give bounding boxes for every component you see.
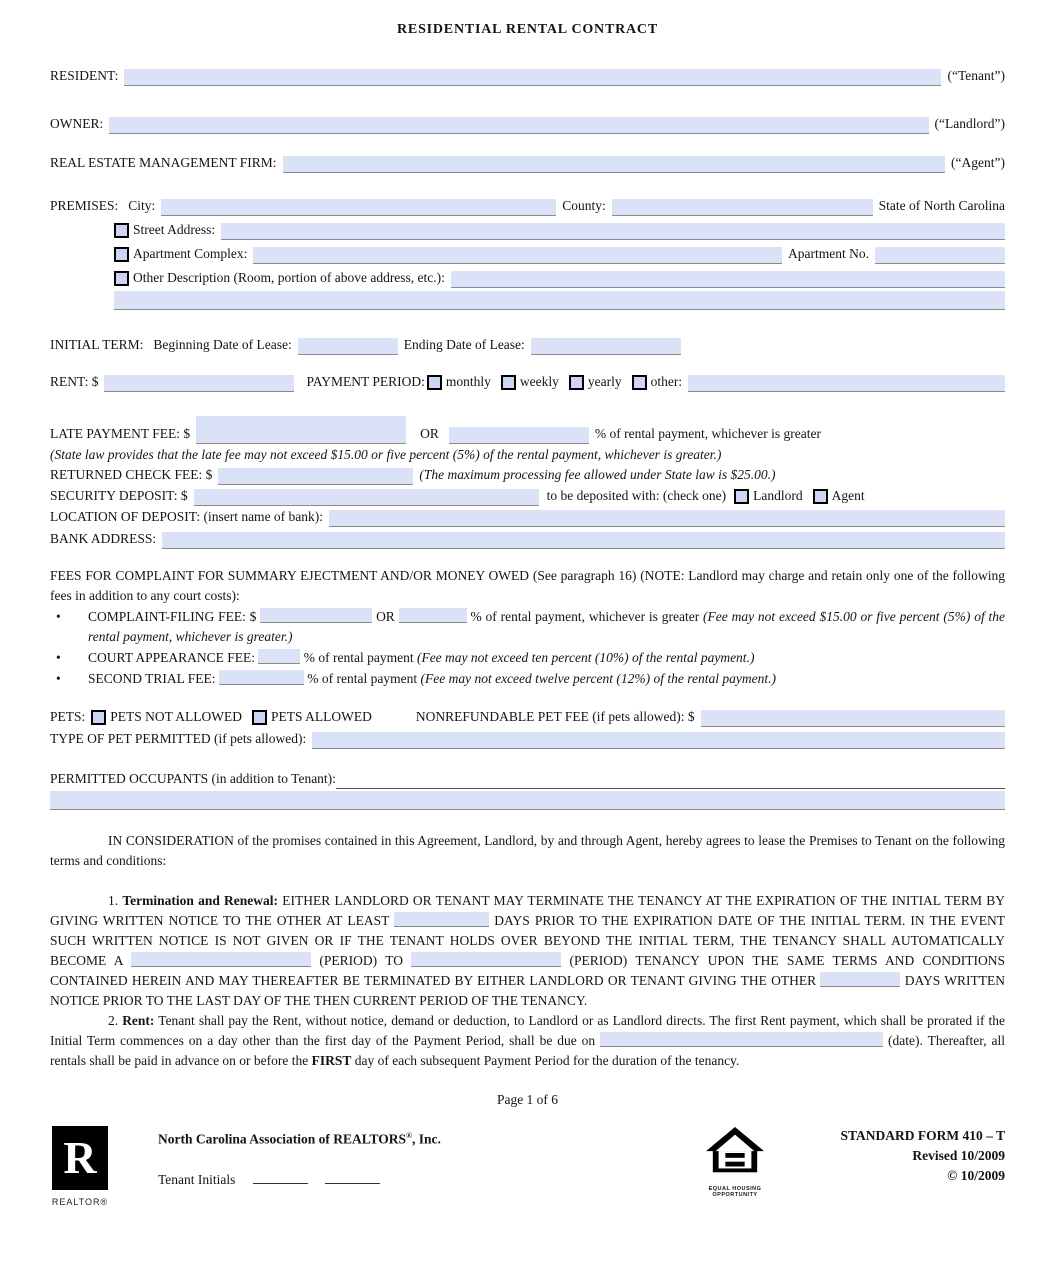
court-fee-label: COURT APPEARANCE FEE:: [88, 650, 255, 665]
bank-address-row: [50, 529, 1005, 549]
first-payment-date-input[interactable]: [600, 1032, 883, 1047]
occupants-label: PERMITTED OCCUPANTS (in addition to Tenant):: [50, 771, 336, 786]
pet-type-label: TYPE OF PET PERMITTED (if pets allowed):: [50, 731, 307, 746]
fees-heading: FEES FOR COMPLAINT FOR SUMMARY EJECTMENT AND/OR MONEY OWED (See paragraph 16) (NOTE: Landlord may charge and retain only one of the following fees in addition to any court costs):: [50, 568, 1005, 603]
form-copyright: © 10/2009: [947, 1168, 1005, 1183]
late-fee-amount-input[interactable]: [196, 416, 406, 444]
other-description-input[interactable]: [451, 271, 1005, 288]
pets-not-allowed-checkbox[interactable]: [91, 710, 106, 725]
association-block: [158, 1126, 441, 1190]
para1-text-1: EITHER LANDLORD OR TENANT MAY TERMINATE THE TENANCY AT THE EXPIRATION OF THE INITIAL TERM BY GIVING WRITTEN NOTICE TO THE OTHER AT LEAST: [50, 893, 1005, 928]
pets-allowed-label: PETS ALLOWED: [271, 709, 372, 724]
renewal-notice-days-input[interactable]: [820, 972, 900, 987]
para2-text-2: (date). Thereafter, all rentals shall be paid in advance on or before the: [50, 1033, 1006, 1068]
location-deposit-label: LOCATION OF DEPOSIT: (insert name of bank):: [50, 509, 324, 524]
document-title: RESIDENTIAL RENTAL CONTRACT: [397, 22, 658, 37]
late-fee-suffix: % of rental payment, whichever is greater: [594, 426, 821, 441]
other-description-checkbox[interactable]: [114, 271, 129, 286]
location-deposit-row: [50, 507, 1005, 527]
deposit-landlord-label: Landlord: [753, 488, 803, 503]
payment-period-label: PAYMENT PERIOD:: [306, 374, 425, 389]
para1-number: 1.: [108, 893, 119, 908]
court-fee-percent-input[interactable]: [258, 649, 300, 664]
form-info-block: [770, 1126, 1005, 1186]
para2-number: 2.: [108, 1013, 119, 1028]
apartment-complex-checkbox[interactable]: [114, 247, 129, 262]
late-fee-note: (State law provides that the late fee may not exceed $15.00 or five percent (5%) of the rental payment, whichever is greater.): [50, 447, 722, 462]
pets-label: PETS:: [50, 709, 86, 724]
para1-text-2: DAYS PRIOR TO THE EXPIRATION DATE OF THE INITIAL TERM. IN THE EVENT SUCH WRITTEN NOTICE IS NOT GIVEN OR IF THE TENANT HOLDS OVER BEYOND THE INITIAL TERM, THE TENANCY SHALL AUTOMATICALLY BECOME A: [50, 913, 1006, 968]
complaint-fee-note: (Fee may not exceed $15.00 or five percent (5%) of the rental payment, whichever is greater.): [88, 609, 1006, 644]
returned-check-input[interactable]: [218, 468, 413, 485]
state-text: State of North Carolina: [878, 198, 1005, 213]
period-to-input[interactable]: [411, 952, 561, 967]
pet-type-row: [50, 729, 1005, 749]
para2-text-1: Tenant shall pay the Rent, without notice, demand or deduction, to Landlord or as Landlord directs. The first Rent payment, which shall be prorated if the Initial Term commences on a day other than the first day of the Payment Period, shall be due on: [50, 1013, 1005, 1048]
realtor-logo: [50, 1126, 110, 1212]
complaint-fee-or: OR: [376, 609, 395, 624]
complaint-fee-percent-input[interactable]: [399, 608, 467, 623]
street-address-row: [114, 220, 1005, 240]
second-trial-percent-input[interactable]: [219, 670, 304, 685]
pet-fee-input[interactable]: [701, 710, 1005, 727]
tenant-initials-blank-1: [253, 1168, 308, 1184]
tenant-initials-label: Tenant Initials: [158, 1171, 236, 1187]
rent-label: RENT: $: [50, 374, 99, 389]
location-deposit-input[interactable]: [329, 510, 1005, 527]
owner-input[interactable]: [109, 117, 928, 134]
agent-suffix: (“Agent”): [951, 155, 1005, 170]
returned-check-label: RETURNED CHECK FEE: $: [50, 467, 213, 482]
tenant-suffix: (“Tenant”): [947, 68, 1005, 83]
second-trial-fee-label: SECOND TRIAL FEE:: [88, 671, 216, 686]
returned-check-note: (The maximum processing fee allowed under State law is $25.00.): [419, 467, 776, 482]
tenant-initials-blank-2: [325, 1168, 380, 1184]
firm-input[interactable]: [283, 156, 945, 173]
resident-input[interactable]: [124, 69, 941, 86]
county-input[interactable]: [612, 199, 873, 216]
apartment-no-label: Apartment No.: [788, 246, 869, 261]
deposit-agent-label: Agent: [831, 488, 865, 503]
equal-housing-line1: EQUAL HOUSING: [708, 1186, 762, 1192]
deposit-landlord-checkbox[interactable]: [734, 489, 749, 504]
equal-housing-line2: OPPORTUNITY: [712, 1192, 758, 1198]
equal-housing-caption: [700, 1186, 770, 1198]
resident-row: [50, 66, 1005, 86]
termination-paragraph: [50, 891, 1005, 1011]
bullet-icon: •: [56, 650, 61, 665]
complaint-fee-item: [50, 607, 1005, 647]
begin-date-input[interactable]: [298, 338, 398, 355]
initial-term-label: INITIAL TERM:: [50, 337, 144, 352]
other-description-continued-row: [114, 291, 1005, 310]
end-date-label: Ending Date of Lease:: [403, 337, 525, 352]
registered-mark: ®: [406, 1131, 413, 1140]
occupants-line: [336, 771, 1005, 789]
owner-row: [50, 114, 1005, 134]
second-trial-fee-suffix: % of rental payment: [307, 671, 418, 686]
city-label: City:: [128, 198, 156, 213]
page-footer: [50, 1126, 1005, 1212]
other-description-label: Other Description (Room, portion of above address, etc.):: [133, 270, 445, 285]
form-revised: Revised 10/2009: [912, 1148, 1005, 1163]
bullet-icon: •: [56, 609, 61, 624]
para1-heading: Termination and Renewal:: [122, 893, 279, 908]
second-trial-fee-text: [88, 669, 1005, 689]
court-fee-suffix: % of rental payment: [303, 650, 414, 665]
other-description-continued-input[interactable]: [114, 291, 1005, 310]
apartment-complex-input[interactable]: [253, 247, 782, 264]
street-address-input[interactable]: [221, 223, 1005, 240]
security-deposit-input[interactable]: [194, 489, 539, 506]
late-fee-label: LATE PAYMENT FEE: $: [50, 426, 191, 441]
apartment-complex-row: [114, 244, 1005, 264]
weekly-label: weekly: [519, 374, 559, 389]
bank-address-input[interactable]: [162, 532, 1005, 549]
second-trial-fee-note: (Fee may not exceed twelve percent (12%) of the rental payment.): [420, 671, 776, 686]
other-period-checkbox[interactable]: [632, 375, 647, 390]
rent-row: [50, 372, 1005, 392]
street-address-label: Street Address:: [133, 222, 216, 237]
late-fee-percent-input[interactable]: [449, 427, 589, 444]
weekly-checkbox[interactable]: [501, 375, 516, 390]
security-deposit-label: SECURITY DEPOSIT: $: [50, 488, 188, 503]
association-name-text: North Carolina Association of REALTORS: [158, 1131, 407, 1147]
association-name: [158, 1126, 441, 1150]
para2-text-3: day of each subsequent Payment Period for the duration of the tenancy.: [354, 1053, 740, 1068]
monthly-label: monthly: [445, 374, 491, 389]
apartment-no-input[interactable]: [875, 247, 1005, 264]
end-date-input[interactable]: [531, 338, 681, 355]
occupants-input[interactable]: [50, 791, 1005, 810]
landlord-suffix: (“Landlord”): [934, 116, 1005, 131]
firm-label: REAL ESTATE MANAGEMENT FIRM:: [50, 155, 277, 170]
begin-date-label: Beginning Date of Lease:: [153, 337, 292, 352]
monthly-checkbox[interactable]: [427, 375, 442, 390]
other-period-label: other:: [650, 374, 683, 389]
resident-label: RESIDENT:: [50, 68, 119, 83]
realtor-logo-caption: REALTOR®: [51, 1197, 109, 1207]
other-description-row: [114, 268, 1005, 288]
court-fee-text: [88, 648, 1005, 668]
para1-text-4: (PERIOD) TENANCY UPON THE SAME TERMS AND CONDITIONS CONTAINED HEREIN AND MAY THEREAFTER BE TERMINATED BY EITHER LANDLORD OR TENANT GIVING THE OTHER: [50, 953, 1006, 988]
bank-address-label: BANK ADDRESS:: [50, 531, 157, 546]
second-trial-fee-item: [50, 669, 1005, 689]
premises-label: PREMISES:: [50, 198, 119, 213]
premises-row: [50, 196, 1005, 216]
rent-paragraph: [50, 1011, 1005, 1071]
security-deposit-row: [50, 486, 1005, 506]
deposited-with-text: to be deposited with: (check one): [546, 488, 727, 503]
tenant-initials-row: [158, 1168, 441, 1190]
pet-type-input[interactable]: [312, 732, 1005, 749]
late-fee-row: [50, 416, 1005, 444]
returned-check-row: [50, 465, 1005, 485]
city-input[interactable]: [161, 199, 556, 216]
period-from-input[interactable]: [131, 952, 311, 967]
para2-heading: Rent:: [122, 1013, 155, 1028]
apartment-complex-label: Apartment Complex:: [133, 246, 248, 261]
para2-first-word: FIRST: [311, 1053, 352, 1068]
pets-allowed-checkbox[interactable]: [252, 710, 267, 725]
rent-amount-input[interactable]: [104, 375, 294, 392]
para1-text-3: (PERIOD) TO: [319, 953, 403, 968]
street-address-checkbox[interactable]: [114, 223, 129, 238]
complaint-fee-text: [88, 607, 1005, 647]
association-name-suffix: , Inc.: [412, 1131, 441, 1147]
complaint-fee-label: COMPLAINT-FILING FEE: $: [88, 609, 257, 624]
equal-housing-icon: [704, 1126, 766, 1180]
court-fee-item: [50, 648, 1005, 668]
yearly-checkbox[interactable]: [569, 375, 584, 390]
pet-fee-label: NONREFUNDABLE PET FEE (if pets allowed): $: [415, 709, 695, 724]
notice-days-input[interactable]: [394, 912, 489, 927]
complaint-fee-amount-input[interactable]: [260, 608, 372, 623]
owner-label: OWNER:: [50, 116, 104, 131]
form-title: STANDARD FORM 410 – T: [840, 1128, 1005, 1143]
firm-row: [50, 153, 1005, 173]
equal-housing-logo: [700, 1126, 770, 1198]
late-fee-or: OR: [420, 426, 439, 441]
consideration-paragraph: IN CONSIDERATION of the promises contained in this Agreement, Landlord, by and through Agent, hereby agrees to lease the Premises to Tenant on the following terms and conditions:: [50, 833, 1005, 868]
pets-not-allowed-label: PETS NOT ALLOWED: [110, 709, 243, 724]
page-number: Page 1 of 6: [496, 1092, 559, 1107]
other-period-input[interactable]: [688, 375, 1005, 392]
occupants-row: [50, 769, 1005, 789]
bullet-icon: •: [56, 671, 61, 686]
yearly-label: yearly: [587, 374, 622, 389]
realtor-logo-icon: R: [52, 1126, 108, 1190]
deposit-agent-checkbox[interactable]: [813, 489, 828, 504]
court-fee-note: (Fee may not exceed ten percent (10%) of the rental payment.): [416, 650, 755, 665]
initial-term-row: [50, 335, 1005, 355]
pets-row: [50, 707, 1005, 727]
occupants-input-row: [50, 791, 1005, 810]
complaint-fee-suffix: % of rental payment, whichever is greater: [470, 609, 700, 624]
county-label: County:: [562, 198, 606, 213]
para1-text-5: DAYS WRITTEN NOTICE PRIOR TO THE LAST DAY OF THE THEN CURRENT PERIOD OF THE TENANCY.: [50, 973, 1006, 1008]
